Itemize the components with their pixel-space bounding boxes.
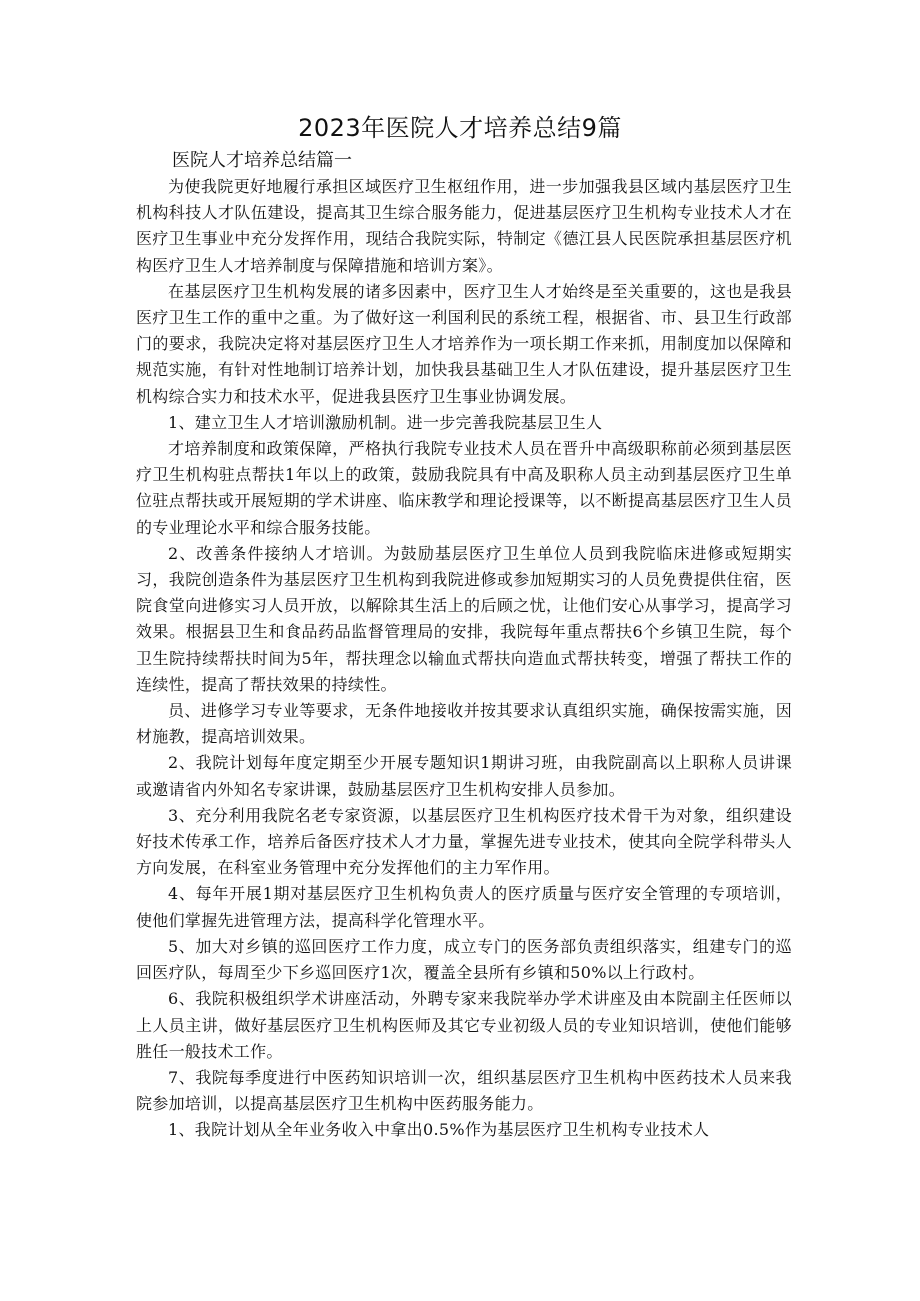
paragraph: 5、加大对乡镇的巡回医疗工作力度，成立专门的医务部负责组织落实，组建专门的巡回医疗队，每周至少下乡巡回医疗1次，覆盖全县所有乡镇和50%以上行政村。 [136, 936, 792, 983]
paragraph: 3、充分利用我院名老专家资源，以基层医疗卫生机构医疗技术骨干为对象，组织建设好技术传承工作，培养后备医疗技术人才力量，掌握先进专业技术，使其向全院学科带头人方向发展，在科室业务管理中充分发挥他们的主力军作用。 [136, 805, 792, 878]
document-title: 2023年医院人才培养总结9篇 [298, 114, 622, 142]
paragraph: 才培养制度和政策保障，严格执行我院专业技术人员在晋升中高级职称前必须到基层医疗卫生机构驻点帮扶1年以上的政策，鼓励我院具有中高及职称人员主动到基层医疗卫生单位驻点帮扶或开展短期的学术讲座、临床教学和理论授课等，以不断提高基层医疗卫生人员的专业理论水平和综合服务技能。 [136, 439, 792, 537]
paragraph: 7、我院每季度进行中医药知识培训一次，组织基层医疗卫生机构中医药技术人员来我院参加培训，以提高基层医疗卫生机构中医药服务能力。 [136, 1067, 792, 1114]
section-heading: 医院人才培养总结篇一 [172, 150, 352, 171]
paragraph: 1、我院计划从全年业务收入中拿出0.5%作为基层医疗卫生机构专业技术人 [168, 1120, 710, 1140]
paragraph: 员、进修学习专业等要求，无条件地接收并按其要求认真组织实施，确保按需实施，因材施教，提高培训效果。 [136, 701, 792, 747]
document-body [136, 174, 792, 1144]
paragraph: 在基层医疗卫生机构发展的诸多因素中，医疗卫生人才始终是至关重要的，这也是我县医疗卫生工作的重中之重。为了做好这一利国利民的系统工程，根据省、市、县卫生行政部门的要求，我院决定将对基层医疗卫生人才培养作为一项长期工作来抓，用制度加以保障和规范实施，有针对性地制订培养计划，加快我县基础卫生人才队伍建设，提升基层医疗卫生机构综合实力和技术水平，促进我县医疗卫生事业协调发展。 [136, 281, 792, 406]
paragraph: 4、每年开展1期对基层医疗卫生机构负责人的医疗质量与医疗安全管理的专项培训，使他们掌握先进管理方法，提高科学化管理水平。 [136, 884, 792, 930]
paragraph: 1、建立卫生人才培训激励机制。进一步完善我院基层卫生人 [168, 412, 603, 432]
paragraph: 6、我院积极组织学术讲座活动，外聘专家来我院举办学术讲座及由本院副主任医师以上人员主讲，做好基层医疗卫生机构医师及其它专业初级人员的专业知识培训，使他们能够胜任一般技术工作。 [136, 989, 792, 1061]
paragraph: 2、改善条件接纳人才培训。为鼓励基层医疗卫生单位人员到我院临床进修或短期实习，我院创造条件为基层医疗卫生机构到我院进修或参加短期实习的人员免费提供住宿，医院食堂向进修实习人员开放，以解除其生活上的后顾之忧，让他们安心从事学习，提高学习效果。根据县卫生和食品药品监督管理局的安排，我院每年重点帮扶6个乡镇卫生院，每个卫生院持续帮扶时间为5年，帮扶理念以输血式帮扶向造血式帮扶转变，增强了帮扶工作的连续性，提高了帮扶效果的持续性。 [136, 543, 792, 694]
paragraph: 为使我院更好地履行承担区域医疗卫生枢纽作用，进一步加强我县区域内基层医疗卫生机构科技人才队伍建设，提高其卫生综合服务能力，促进基层医疗卫生机构专业技术人才在医疗卫生事业中充分发挥作用，现结合我院实际，特制定《德江县人民医院承担基层医疗机构医疗卫生人才培养制度与保障措施和培训方案》。 [136, 177, 792, 275]
paragraph: 2、我院计划每年度定期至少开展专题知识1期讲习班，由我院副高以上职称人员讲课或邀请省内外知名专家讲课，鼓励基层医疗卫生机构安排人员参加。 [136, 753, 792, 799]
